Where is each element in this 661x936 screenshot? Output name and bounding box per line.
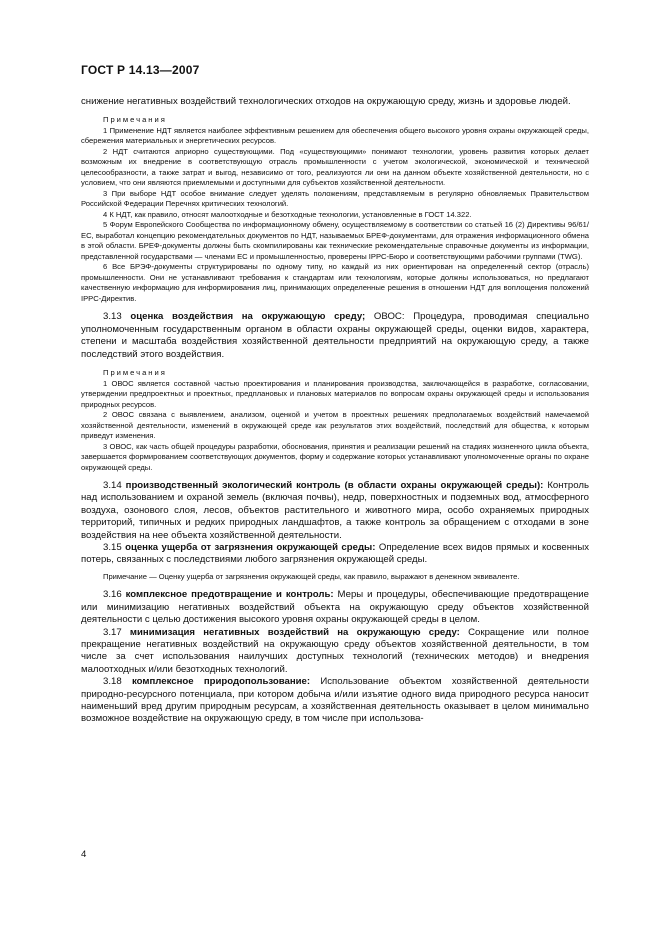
definition-3-15 [81,542,589,567]
clause-number: 3.16 [103,589,122,601]
clause-number: 3.15 [103,542,122,554]
page-content [81,96,589,726]
note-item: 5 Форум Европейского Сообщества по информационному обмену, осуществляемому в соответствии со статьей 16 (2) Директивы 96/61/ЕС, выработал концепцию рекомендательных документов по НДТ, называемых БРЕФ-документами, для отражения информационного обмена в этой области. БРЕФ-документы должны быть скомпилированы как технические рекомендательные справочные документы из информации, представленной государствами — членами ЕС и промышленностью, проверены IPPC-Бюро и соответствующими рабочими группами (TWG). [81,220,589,261]
definition-3-14 [81,480,589,542]
note-item: 6 Все БРЭФ-документы структурированы по одному типу, но каждый из них ориентирован на определенный сектор (отрасль) промышленности. Они не устанавливают требования к стандартам или технологиям, которые должны использоваться, но предлагают качественную информацию для информирования лиц, принимающих определенные решения в отношении НДТ для воплощения положений IPPC-Директив. [81,262,589,303]
note-single: Примечание — Оценку ущерба от загрязнения окружающей среды, как правило, выражают в денежном эквиваленте. [103,571,520,581]
intro-paragraph: снижение негативных воздействий технологических отходов на окружающую среду, жизнь и здоровье людей. [81,96,571,107]
term: минимизация негативных воздействий на окружающую среду: [129,626,460,638]
term-abbreviation: ОВОС: [373,311,405,323]
term: комплексное предотвращение и контроль: [125,589,334,601]
definition-3-17 [81,627,589,677]
note-item: 1 ОВОС является составной частью проектирования и планирования производства, заключающейся в разработке, согласовании, утверждении предпроектных и проектных, предплановых и плановых материалов по вопросам охраны окружающей среды и использования природных ресурсов. [81,378,589,409]
term: производственный экологический контроль (в области охраны окружающей среды): [125,480,544,492]
term: оценка воздействия на окружающую среду; [130,311,366,323]
notes-heading: Примечания [103,115,167,125]
definition-3-16 [81,589,589,626]
note-item: 1 Применение НДТ является наиболее эффективным решением для обеспечения общего высокого уровня охраны окружающей среды, сбережения материальных и энергетических ресурсов. [81,125,589,146]
clause-number: 3.13 [103,311,122,323]
definition-3-13 [81,311,589,361]
definition-text: Сокращение или полное прекращение негативных воздействий на окружающую среду объектов хозяйственной деятельности, в том числе за счет использования наилучших доступных технологий (технических методов) и внедрения малоотходных и/или безотходных технологий. [81,626,590,675]
term: комплексное природопользование: [131,676,311,688]
clause-number: 3.18 [103,676,122,688]
note-item: 4 К НДТ, как правило, относят малоотходные и безотходные технологии, установленные в ГОСТ 14.322. [103,209,472,219]
page-number: 4 [81,849,87,860]
note-item: 3 ОВОС, как часть общей процедуры разработки, обоснования, принятия и реализации решений на стадиях жизненного цикла объекта, завершается формированием соответствующих документов, форму и содержание которых устанавливают уполномоченные органы по охране окружающей среды. [81,441,589,472]
clause-number: 3.14 [103,480,122,492]
definition-text: Использование объектом хозяйственной деятельности природно-ресурсного потенциала, при котором добыча и/или изъятие одного вида природного ресурса наносит наименьший вред другим природным ресурсам, а хозяйственная деятельность оказывает в целом минимально возможное воздействие на окружающую среду, в том числе при использова- [81,676,589,725]
note-item: 3 При выборе НДТ особое внимание следует уделять положениям, представляемым в регулярно обновляемых Правительством Российской Федерации Перечнях критических технологий. [81,188,589,209]
definition-3-18 [81,676,589,726]
definition-text: Контроль над использованием и охраной земель (включая почвы), недр, поверхностных и подземных вод, атмосферного воздуха, озонового слоя, лесов, объектов растительного и животного мира, особо охраняемых природных территорий, типичных и редких природных ландшафтов, а также контроль за обращением с отходами в зоне воздействия на нее объекта хозяйственной деятельности. [81,480,589,541]
definition-text: Процедура, проводимая специально уполномоченным государственным органом в области охраны окружающей среды, оценки видов, характера, степени и масштаба воздействия хозяйственной деятельности предприятий на окружающую среду, а также последствий этого воздействия. [81,311,590,360]
note-item: 2 НДТ считаются априорно существующими. Под «существующими» понимают технологии, уровень развития которых делает возможным их внедрение в соответствующую отрасль промышленности с учетом экологической, экономической и технической целесообразности, а также затрат и выгод, независимо от того, реализуются ли они на данном объекте хозяйственной деятельности, но с условием, что они являются приемлемыми и доступными для субъектов хозяйственной деятельности. [81,146,589,188]
term: оценка ущерба от загрязнения окружающей среды: [125,542,376,554]
notes-heading: Примечания [103,368,167,378]
note-item: 2 ОВОС связана с выявлением, анализом, оценкой и учетом в проектных решениях предполагаемых воздействий намечаемой хозяйственной деятельности, изменений в окружающей среде как результатов этих воздействий, последствий для общества, к которым приведут изменения. [81,410,589,441]
definition-text: Меры и процедуры, обеспечивающие предотвращение или минимизацию негативных воздействий объекта на окружающую среду объектов хозяйственной деятельности с целью достижения высокого уровня охраны окружающей среды в целом. [81,589,590,626]
definition-text: Определение всех видов прямых и косвенных потерь, связанных с последствиями любого загрязнения окружающей среды. [81,542,590,566]
clause-number: 3.17 [103,626,122,638]
standard-header: ГОСТ Р 14.13—2007 [81,63,200,77]
